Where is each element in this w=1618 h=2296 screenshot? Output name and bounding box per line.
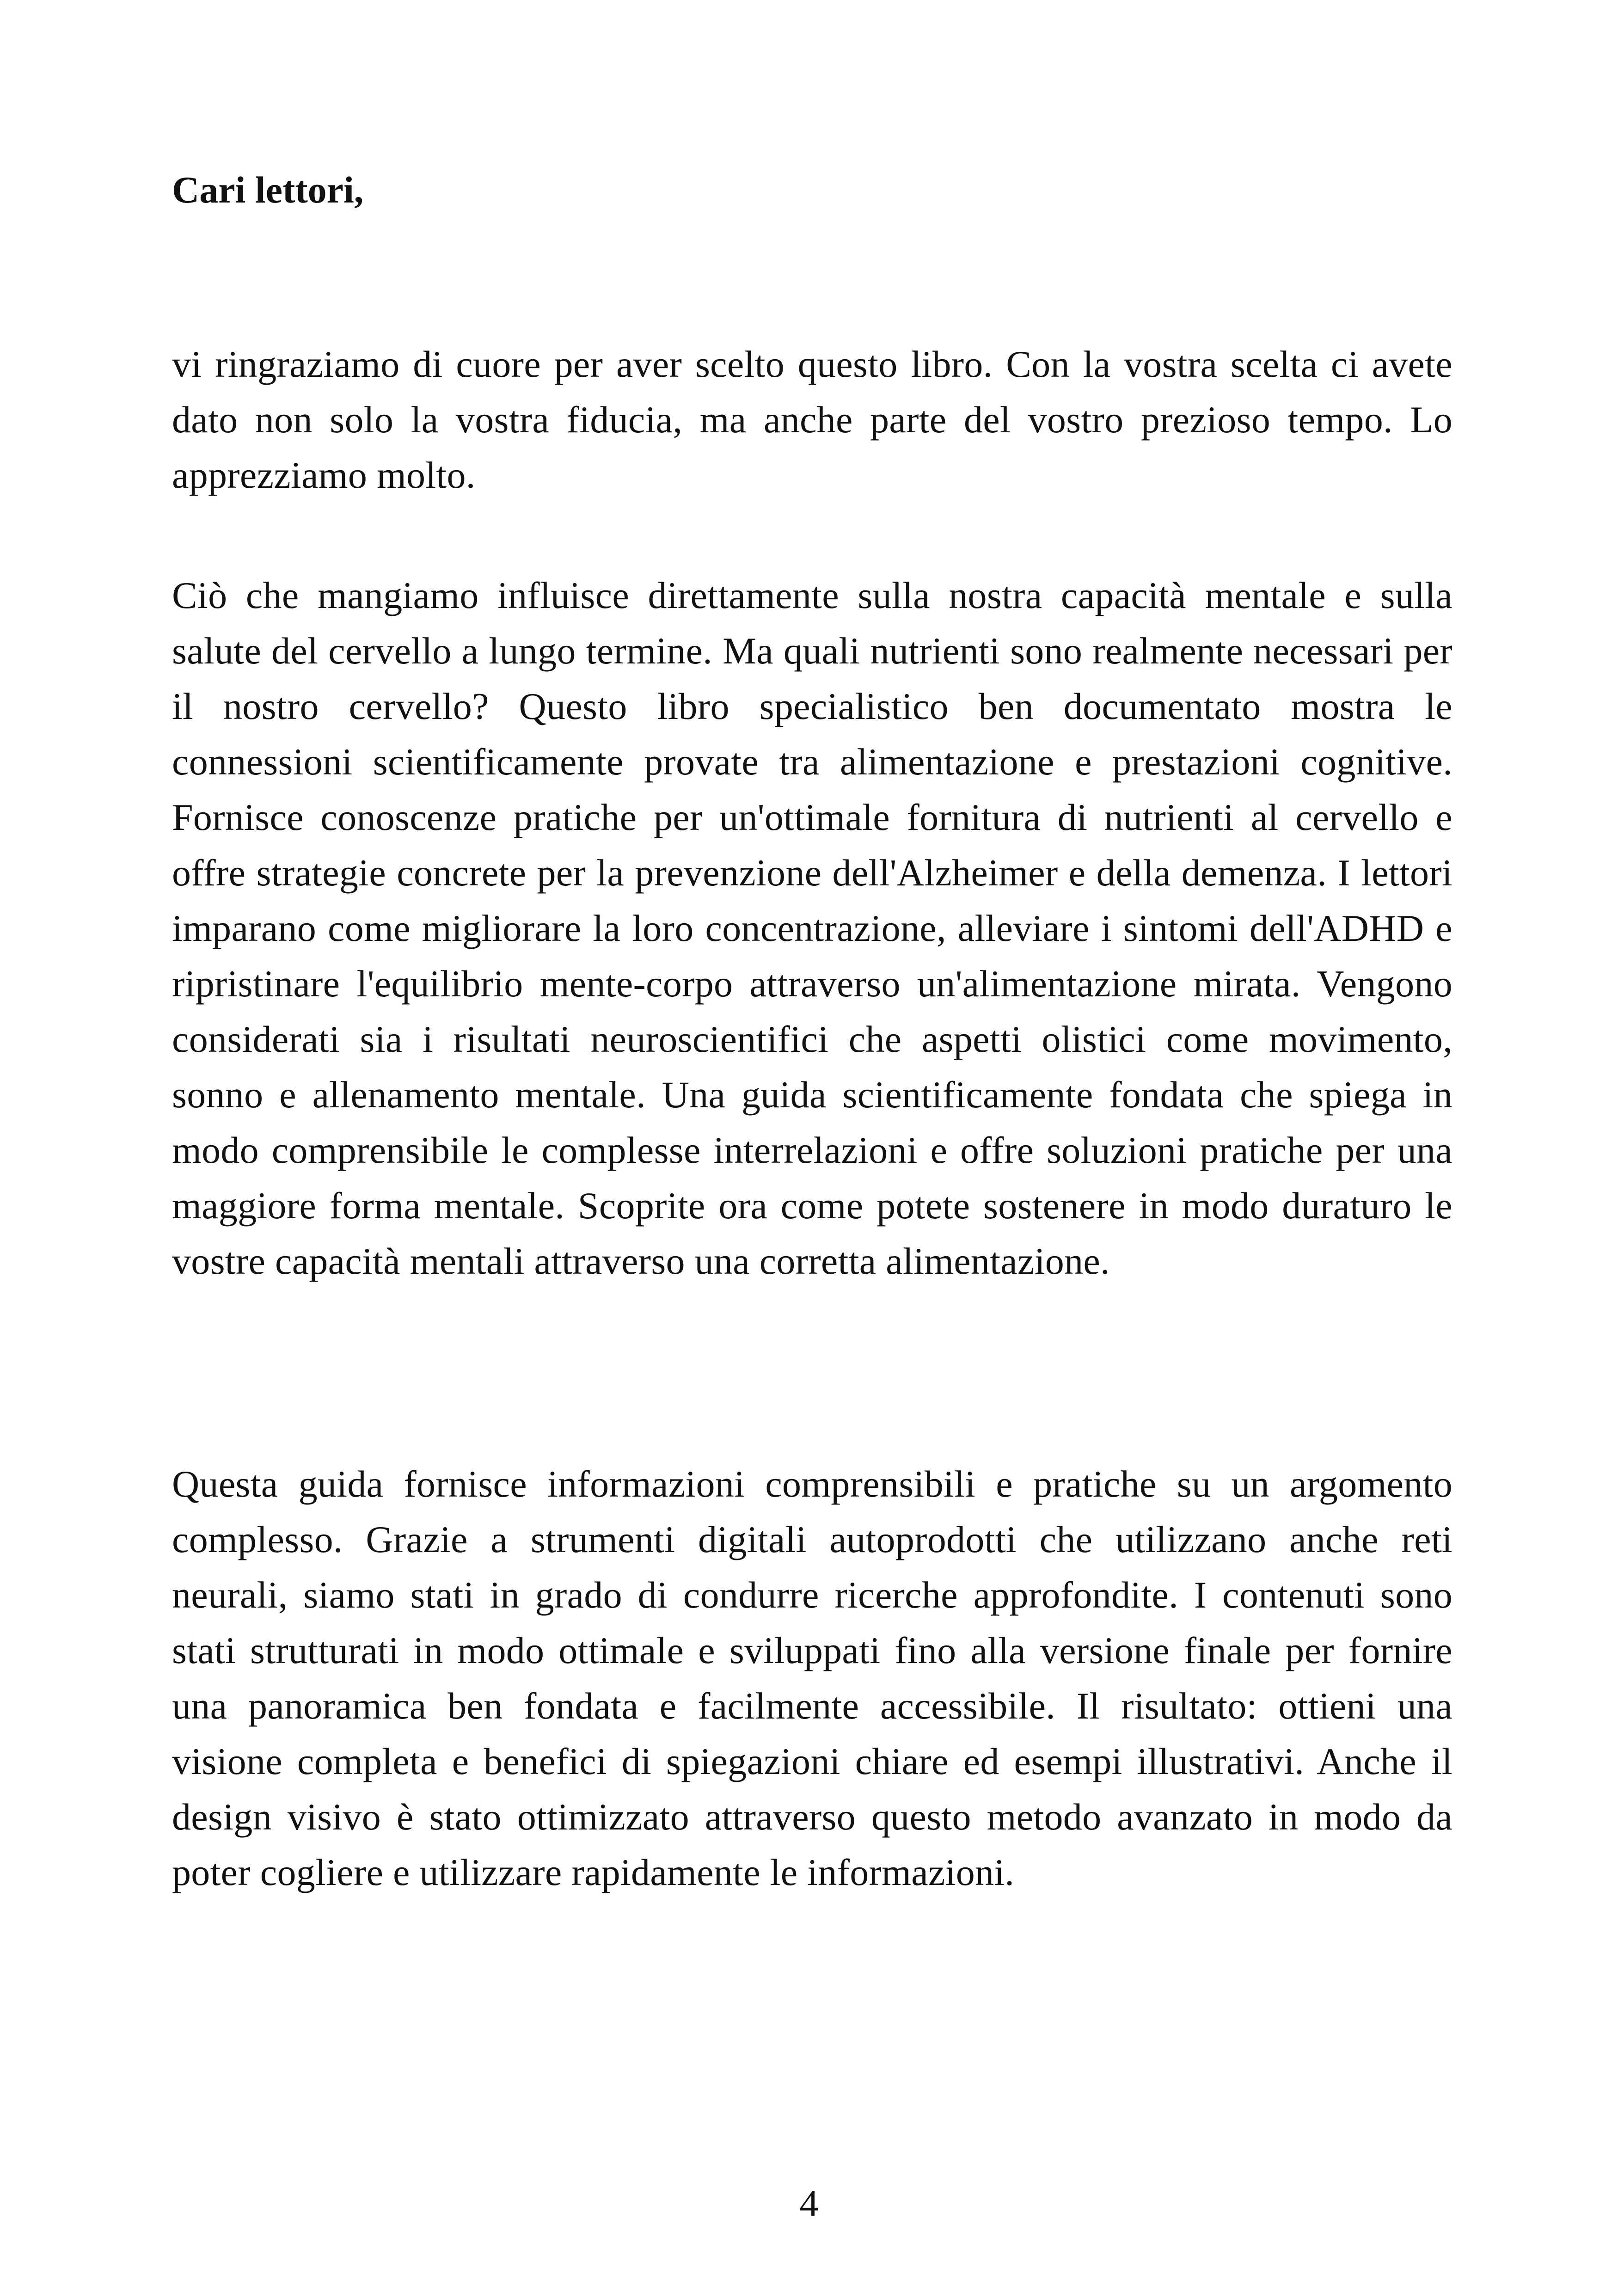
paragraph-guide-method: Questa guida fornisce informazioni comprensibili e pratiche su un argomento complesso. Grazie a strumenti digitali autoprodotti che utilizzano anche reti neurali, siamo stati in grado di condurre ricerche approfondite. I contenuti sono stati strutturati in modo ottimale e sviluppati fino alla versione finale per fornire una panoramica ben fondata e facilmente accessibile. Il risultato: ottieni una visione completa e benefici di spiegazioni chiare ed esempi illustrativi. Anche il design visivo è stato ottimizzato attraverso questo metodo avanzato in modo da poter cogliere e utilizzare rapidamente le informazioni. [172,1463,1453,1893]
page-number: 4 [799,2182,819,2224]
salutation-heading: Cari lettori, [172,169,364,211]
paragraph-book-description: Ciò che mangiamo influisce direttamente sulla nostra capacità mentale e sulla salute del cervello a lungo termine. Ma quali nutrienti sono realmente necessari per il nostro cervello? Questo libro specialistico ben documentato mostra le connessioni scientificamente provate tra alimentazione e prestazioni cognitive. Fornisce conoscenze pratiche per un'ottimale fornitura di nutrienti al cervello e offre strategie concrete per la prevenzione dell'Alzheimer e della demenza. I lettori imparano come migliorare la loro concentrazione, alleviare i sintomi dell'ADHD e ripristinare l'equilibrio mente-corpo attraverso un'alimentazione mirata. Vengono considerati sia i risultati neuroscientifici che aspetti olistici come movimento, sonno e allenamento mentale. Una guida scientificamente fondata che spiega in modo comprensibile le complesse interrelazioni e offre soluzioni pratiche per una maggiore forma mentale. Scoprite ora come potete sostenere in modo duraturo le vostre capacità mentali attraverso una corretta alimentazione. [172,574,1453,1282]
paragraph-thanks: vi ringraziamo di cuore per aver scelto questo libro. Con la vostra scelta ci avete dato non solo la vostra fiducia, ma anche parte del vostro prezioso tempo. Lo apprezziamo molto. [172,343,1453,496]
